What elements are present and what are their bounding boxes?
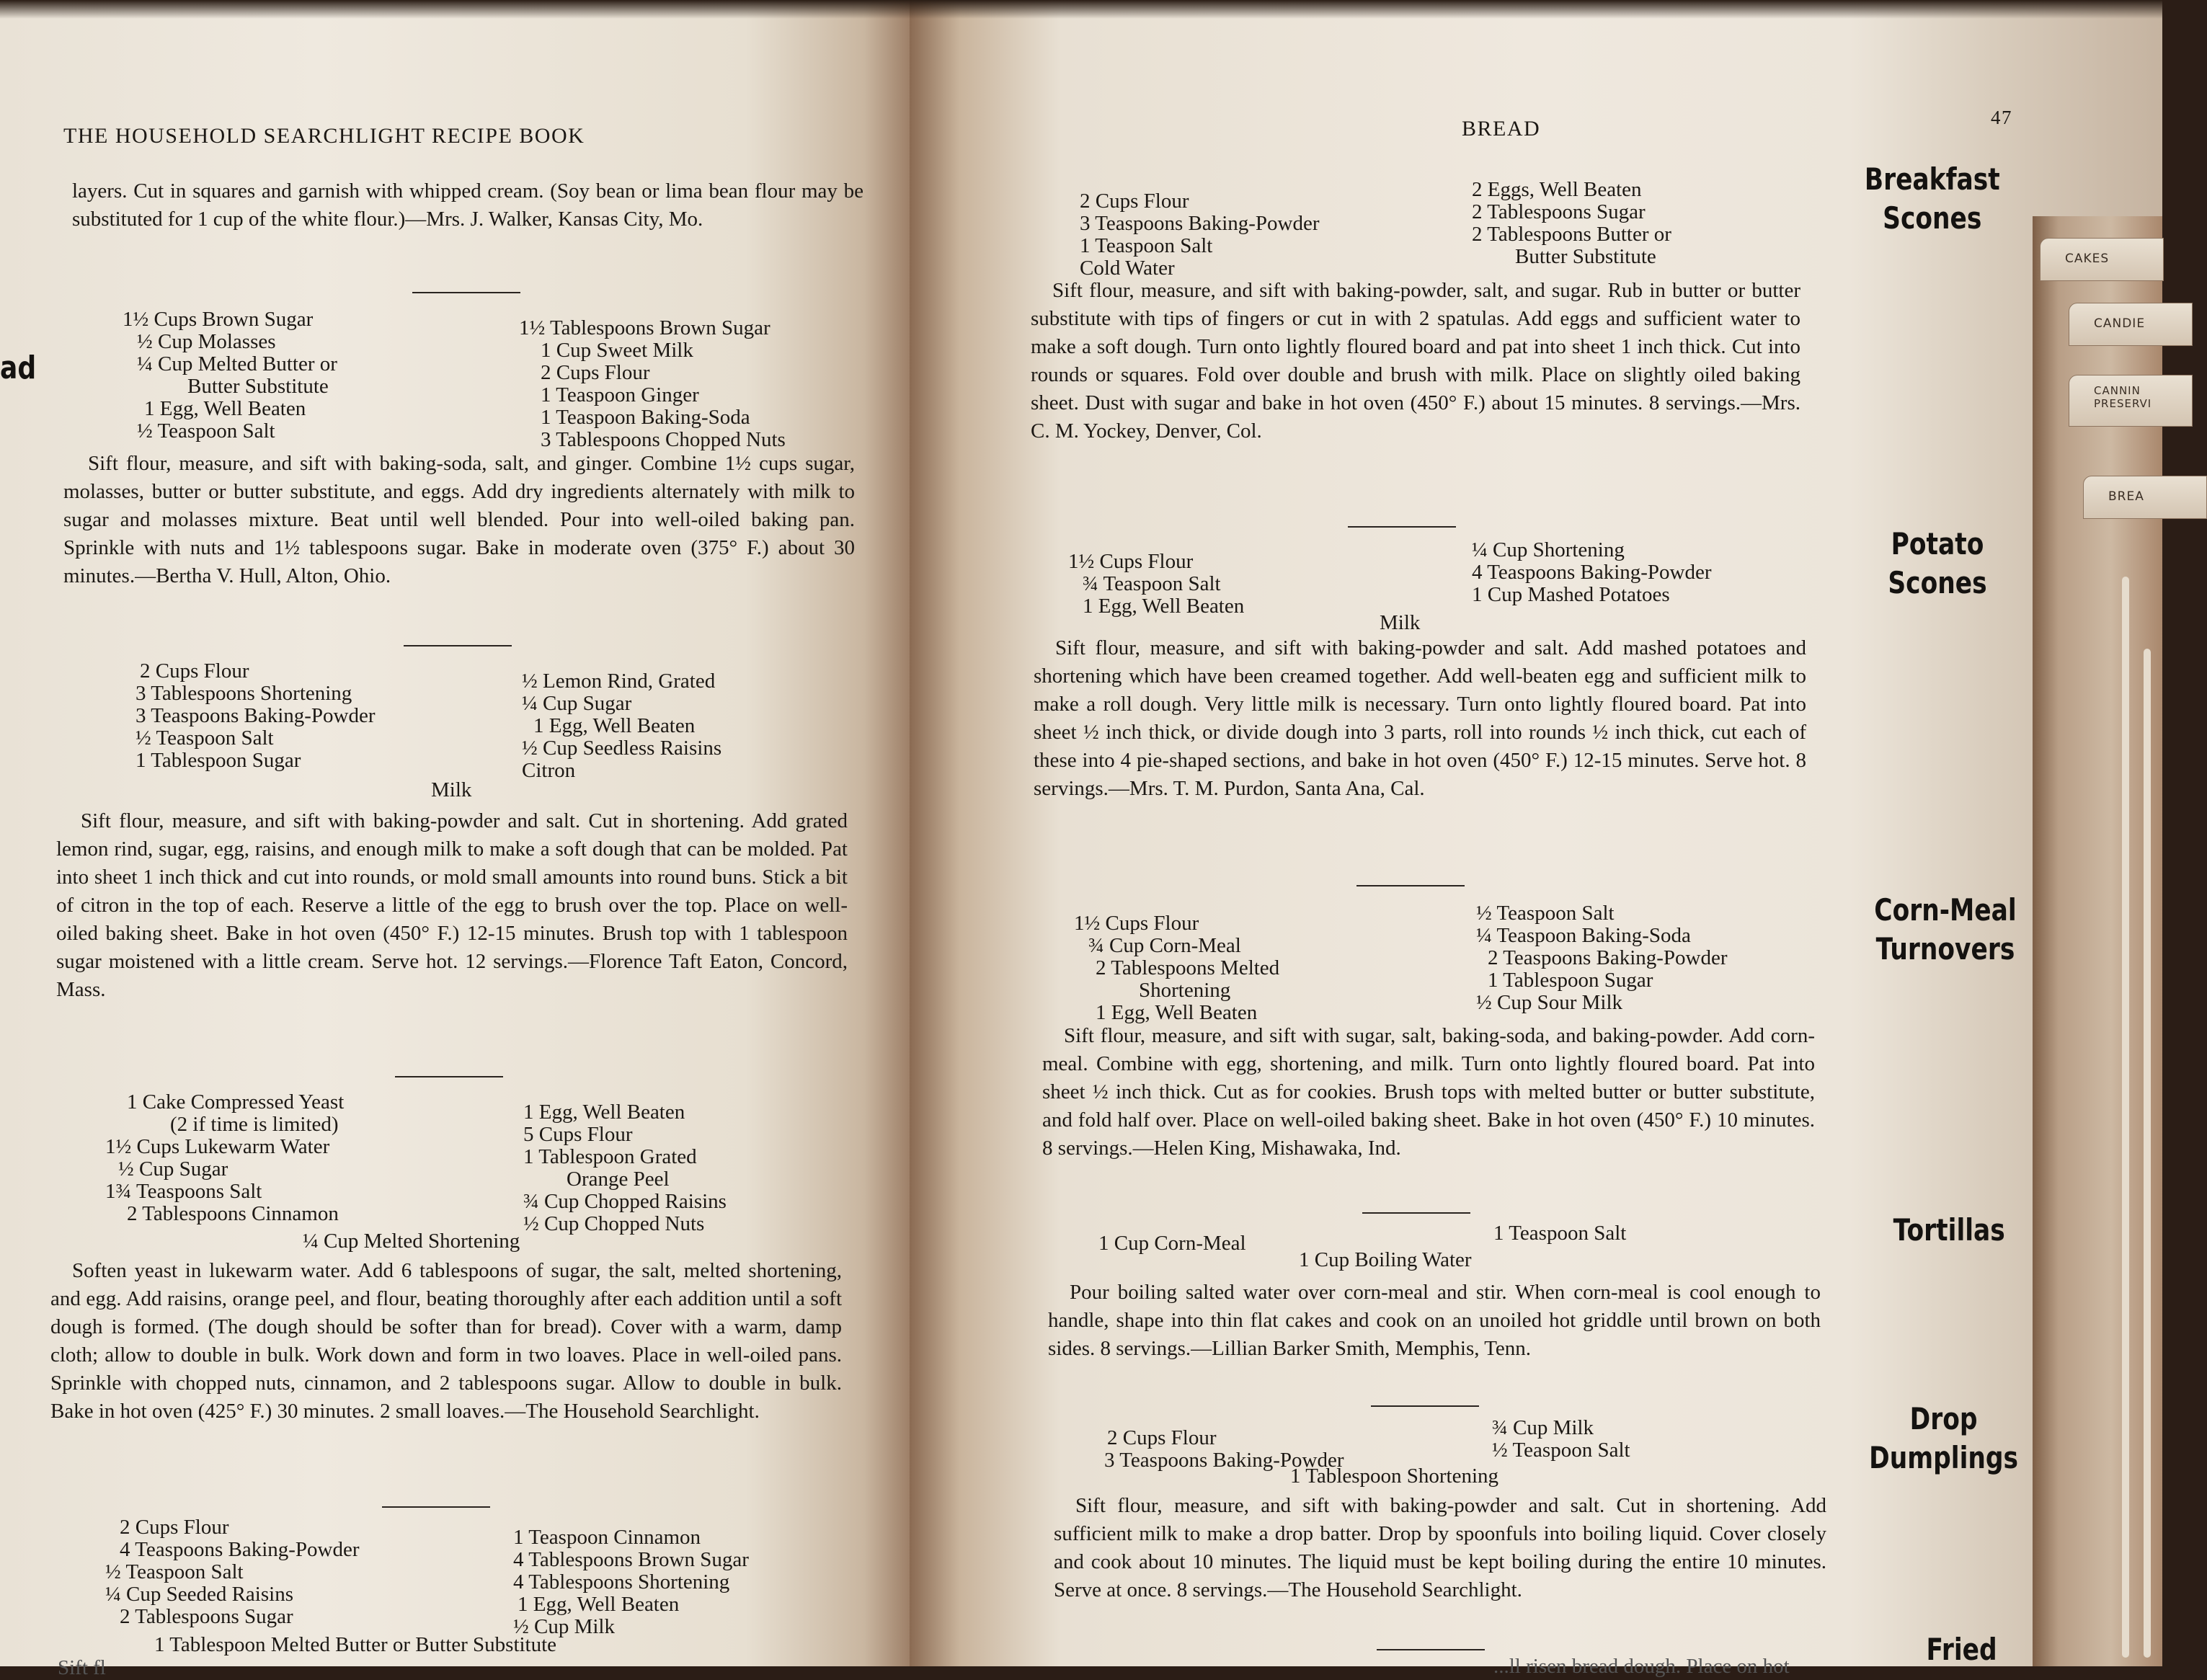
recipe-title-fried bbox=[1914, 1630, 2009, 1669]
ingredient: 1½ Cups Flour bbox=[1068, 550, 1194, 573]
ingredient: ½ Teaspoon Salt bbox=[137, 419, 275, 443]
margin-fragment: ad bbox=[0, 350, 37, 386]
ingredient: 1 Teaspoon Baking-Soda bbox=[541, 406, 750, 429]
ingredient: ½ Cup Molasses bbox=[137, 330, 276, 353]
separator-rule bbox=[404, 645, 512, 646]
recipe-method: Sift flour, measure, and sift with baking-soda, salt, and ginger. Combine 1½ cups sugar, molasses, butter or butter substitute, and eggs. Add dry ingredients alternately with milk to sugar and molasses mixture. Beat until well blended. Pour into well-oiled baking pan. Sprinkle with nuts and 1½ tablespoons sugar. Bake in moderate oven (375° F.) about 30 minutes.—Bertha V. Hull, Alton, Ohio. bbox=[63, 452, 855, 587]
separator-rule bbox=[1362, 1212, 1470, 1214]
title-line: Scones bbox=[1888, 565, 1987, 600]
recipe-method: Soften yeast in lukewarm water. Add 6 tablespoons of sugar, the salt, melted shortening, and egg. Add raisins, orange peel, and flour, beating thoroughly after each addition until a soft dough is formed. (The dough should be softer than for bread). Cover with a warm, damp cloth; allow to double in bulk. Work down and form in two loaves. Place in well-oiled pans. Sprinkle with chopped nuts, cinnamon, and 2 tablespoons sugar. Allow to double in bulk. Bake in hot oven (425° F.) 30 minutes. 2 small loaves.—The Household Searchlight. bbox=[50, 1259, 842, 1423]
ingredient: ½ Teaspoon Salt bbox=[105, 1560, 244, 1583]
title-line: Scones bbox=[1883, 200, 1982, 236]
ingredient: 1 Egg, Well Beaten bbox=[523, 1101, 685, 1124]
ingredient-list-left bbox=[136, 660, 376, 772]
ingredient: 1 Tablespoon Sugar bbox=[1488, 969, 1653, 992]
title-line: Turnovers bbox=[1875, 931, 2015, 966]
ingredient-list-left bbox=[105, 1516, 360, 1628]
page-edge bbox=[2122, 577, 2129, 1658]
ingredient: 1 Egg, Well Beaten bbox=[1083, 595, 1245, 618]
centered-ingredient: Milk bbox=[431, 778, 472, 801]
ingredient: ½ Teaspoon Salt bbox=[136, 726, 274, 750]
title-line: Breakfast bbox=[1864, 161, 2000, 197]
index-tab-cakes[interactable]: CAKES bbox=[2040, 238, 2164, 281]
ingredient: ½ Lemon Rind, Grated bbox=[522, 670, 716, 693]
ingredient: 4 Tablespoons Shortening bbox=[513, 1570, 730, 1594]
ingredient: 1 Teaspoon Salt bbox=[1080, 234, 1213, 257]
ingredient: ½ Cup Sugar bbox=[118, 1157, 228, 1181]
ingredient: 1 Teaspoon Ginger bbox=[541, 383, 699, 406]
ingredient-list-left bbox=[105, 1091, 344, 1225]
separator-rule bbox=[382, 1506, 490, 1508]
title-line: Drop bbox=[1909, 1401, 1978, 1436]
separator-rule bbox=[412, 292, 520, 293]
ingredient: ¾ Teaspoon Salt bbox=[1083, 572, 1221, 595]
recipe-method: Sift flour, measure, and sift with sugar, salt, baking-soda, and baking-powder. Add corn-meal. Combine with egg, shortening, and milk. Turn onto lightly floured board. Pat into sheet ½ inch thick. Cut as for cookies. Brush tops with melted butter or butter substitute, and fold half over. Place on well-oiled baking sheet. Bake in hot oven (450° F.) 10 minutes. 8 servings.—Helen King, Mishawaka, Ind. bbox=[1042, 1024, 1815, 1160]
ingredient: 3 Tablespoons Chopped Nuts bbox=[541, 428, 786, 451]
centered-ingredient: 1 Cup Boiling Water bbox=[1299, 1248, 1472, 1271]
ingredient: 3 Teaspoons Baking-Powder bbox=[136, 704, 376, 727]
ingredient: 1 Teaspoon Salt bbox=[1493, 1222, 1627, 1245]
ingredient: Butter Substitute bbox=[1515, 245, 1656, 268]
ingredient-list-right bbox=[523, 1101, 727, 1235]
ingredient-list-left bbox=[123, 308, 337, 443]
ingredient: 2 Cups Flour bbox=[120, 1516, 229, 1539]
ingredient: ½ Cup Chopped Nuts bbox=[523, 1212, 705, 1235]
ingredient: 5 Cups Flour bbox=[523, 1123, 633, 1146]
separator-rule bbox=[395, 1076, 503, 1077]
ingredient-list-right bbox=[522, 670, 721, 782]
ingredient: 1 Egg, Well Beaten bbox=[533, 714, 696, 737]
ingredient: 2 Eggs, Well Beaten bbox=[1472, 178, 1642, 201]
index-tab-candies[interactable]: CANDIE bbox=[2069, 303, 2193, 346]
ingredient: ½ Teaspoon Salt bbox=[1492, 1439, 1630, 1462]
ingredient-list-left bbox=[1074, 912, 1279, 1024]
ingredient: 2 Tablespoons Butter or bbox=[1472, 223, 1671, 246]
page-edge bbox=[2144, 649, 2151, 1658]
ingredient: 1½ Tablespoons Brown Sugar bbox=[519, 316, 771, 339]
ingredient-list-right bbox=[513, 1526, 749, 1638]
book-shadow bbox=[910, 0, 2162, 19]
ingredient-list-right bbox=[1492, 1417, 1630, 1462]
ingredient-list-left bbox=[1080, 190, 1320, 280]
left-page bbox=[0, 0, 910, 1679]
ingredient: 1 Teaspoon Cinnamon bbox=[513, 1526, 701, 1549]
ingredient: 1 Tablespoon Sugar bbox=[136, 749, 301, 772]
ingredient-list-left bbox=[1068, 551, 1244, 618]
title-line: Dumplings bbox=[1869, 1440, 2019, 1475]
ingredient: 1¾ Teaspoons Salt bbox=[105, 1180, 262, 1203]
ingredient: 1½ Cups Lukewarm Water bbox=[105, 1135, 330, 1158]
ingredient: ¾ Cup Corn-Meal bbox=[1088, 934, 1241, 957]
separator-rule bbox=[1377, 1649, 1485, 1650]
title-line: Potato bbox=[1891, 526, 1984, 561]
ingredient: 2 Teaspoons Baking-Powder bbox=[1488, 946, 1728, 969]
ingredient-list-left bbox=[1098, 1232, 1246, 1255]
truncated-method: Sift fl bbox=[58, 1656, 106, 1679]
recipe-method: Sift flour, measure, and sift with baking-powder and salt. Cut in shortening. Add sufficient milk to make a drop batter. Drop by spoonfuls into boiling liquid. Cover closely and cook about 10 minutes. The liquid must be kept boiling during the entire 10 minutes. Serve at once. 8 servings.—The Household Searchlight. bbox=[1054, 1494, 1826, 1601]
ingredient: 1 Cup Corn-Meal bbox=[1098, 1232, 1246, 1255]
ingredient: 2 Cups Flour bbox=[1107, 1426, 1217, 1449]
centered-ingredient: 1 Tablespoon Melted Butter or Butter Substitute bbox=[154, 1633, 557, 1656]
index-tabs-edge bbox=[2033, 216, 2162, 1666]
ingredient: ¼ Cup Shortening bbox=[1472, 538, 1625, 561]
ingredient: 2 Tablespoons Sugar bbox=[120, 1605, 293, 1628]
ingredient: Cold Water bbox=[1080, 257, 1175, 280]
ingredient: 4 Tablespoons Brown Sugar bbox=[513, 1548, 749, 1571]
recipe-title-breakfast-scones bbox=[1849, 160, 2015, 238]
running-head: THE HOUSEHOLD SEARCHLIGHT RECIPE BOOK bbox=[63, 124, 585, 148]
ingredient: 4 Teaspoons Baking-Powder bbox=[1472, 561, 1712, 584]
ingredient: 4 Teaspoons Baking-Powder bbox=[120, 1538, 360, 1561]
ingredient: 2 Tablespoons Cinnamon bbox=[127, 1202, 339, 1225]
ingredient: Butter Substitute bbox=[187, 375, 329, 398]
ingredient: 1 Egg, Well Beaten bbox=[144, 397, 306, 420]
ingredient: 1½ Cups Brown Sugar bbox=[123, 308, 314, 331]
ingredient: ¼ Teaspoon Baking-Soda bbox=[1476, 924, 1691, 947]
ingredient: ¼ Cup Sugar bbox=[522, 692, 632, 715]
ingredient-list-right bbox=[1493, 1222, 1626, 1245]
ingredient: 2 Cups Flour bbox=[1080, 190, 1189, 213]
ingredient: ½ Cup Seedless Raisins bbox=[522, 737, 722, 760]
title-line: Fried bbox=[1926, 1632, 1997, 1667]
title-line: Corn-Meal bbox=[1874, 892, 2017, 928]
ingredient: ¼ Cup Melted Butter or bbox=[137, 352, 337, 375]
ingredient: Shortening bbox=[1139, 979, 1231, 1002]
ingredient: 2 Tablespoons Sugar bbox=[1472, 200, 1646, 223]
ingredient: ¾ Cup Chopped Raisins bbox=[523, 1190, 727, 1213]
recipe-title-drop-dumplings bbox=[1867, 1400, 2020, 1477]
ingredient-list-right bbox=[1472, 179, 1671, 268]
recipe-method: Sift flour, measure, and sift with baking-powder and salt. Cut in shortening. Add grated lemon rind, sugar, egg, raisins, and enough milk to make a soft dough that can be molded. Pat into sheet 1 inch thick and cut into rounds, or mold small amounts into round buns. Stick a bit of citron in the top of each. Reserve a little of the egg to brush over the top. Place on well-oiled baking sheet. Bake in hot oven (450° F.) 12-15 minutes. Brush top with 1 tablespoon sugar moistened with a little cream. Serve hot. 12 servings.—Florence Taft Eaton, Concord, Mass. bbox=[56, 809, 848, 1001]
index-tab-bread[interactable]: BREA bbox=[2083, 476, 2207, 519]
page-number: 47 bbox=[1991, 107, 2012, 128]
ingredient: ½ Teaspoon Salt bbox=[1476, 902, 1615, 925]
recipe-method: Pour boiling salted water over corn-meal and stir. When corn-meal is cool enough to handle, shape into thin flat cakes and cook on an unoiled hot griddle until brown on both sides. 8 servings.—Lillian Barker Smith, Memphis, Tenn. bbox=[1048, 1281, 1821, 1360]
title-line: Tortillas bbox=[1893, 1212, 2005, 1248]
centered-ingredient: Milk bbox=[1380, 611, 1421, 634]
ingredient: ½ Cup Milk bbox=[513, 1615, 615, 1638]
ingredient: 2 Cups Flour bbox=[541, 361, 650, 384]
recipe-method: Sift flour, measure, and sift with baking-powder, salt, and sugar. Rub in butter or butter substitute with tips of fingers or cut in with 2 spatulas. Add eggs and sufficient water to make a soft dough. Turn onto lightly floured board and pat into sheet 1 inch thick. Cut into rounds or squares. Fold over double and brush with milk. Place on slightly oiled baking sheet. Dust with sugar and bake in hot oven (450° F.) about 15 minutes. 8 servings.—Mrs. C. M. Yockey, Denver, Col. bbox=[1031, 279, 1800, 443]
ingredient: ¾ Cup Milk bbox=[1492, 1416, 1594, 1439]
ingredient: Citron bbox=[522, 759, 576, 782]
ingredient-list-right bbox=[1476, 902, 1728, 1014]
ingredient: 1 Cup Sweet Milk bbox=[541, 339, 693, 362]
ingredient: 1½ Cups Flour bbox=[1074, 912, 1199, 935]
truncated-method: ...ll risen bread dough. Place on hot bbox=[1493, 1655, 1790, 1678]
ingredient: 1 Egg, Well Beaten bbox=[1096, 1001, 1258, 1024]
centered-ingredient: 1 Tablespoon Shortening bbox=[1290, 1465, 1499, 1488]
recipe-title-potato-scones bbox=[1878, 525, 1997, 603]
ingredient: 1 Egg, Well Beaten bbox=[518, 1593, 680, 1616]
ingredient: 1 Cake Compressed Yeast bbox=[127, 1090, 345, 1114]
centered-ingredient: ¼ Cup Melted Shortening bbox=[303, 1230, 520, 1253]
ingredient: Orange Peel bbox=[567, 1168, 670, 1191]
separator-rule bbox=[1371, 1405, 1479, 1407]
index-tab-canning[interactable]: CANNIN PRESERVI bbox=[2069, 375, 2193, 427]
separator-rule bbox=[1356, 885, 1465, 886]
ingredient: ½ Cup Sour Milk bbox=[1476, 991, 1623, 1014]
ingredient: 1 Cup Mashed Potatoes bbox=[1472, 583, 1670, 606]
running-head: BREAD bbox=[1462, 117, 1541, 141]
ingredient: 3 Teaspoons Baking-Powder bbox=[1080, 212, 1320, 235]
ingredient: 2 Cups Flour bbox=[140, 659, 249, 683]
continuation-text: layers. Cut in squares and garnish with whipped cream. (Soy bean or lima bean flour may be substituted for 1 cup of the white flour.)—Mrs. J. Walker, Kansas City, Mo. bbox=[72, 179, 863, 231]
recipe-title-tortillas bbox=[1884, 1211, 2014, 1250]
ingredient: (2 if time is limited) bbox=[170, 1113, 339, 1136]
book-shadow bbox=[0, 0, 910, 19]
recipe-method: Sift flour, measure, and sift with baking-powder and salt. Add mashed potatoes and shortening which have been creamed together. Add well-beaten egg and sufficient milk to make a roll dough. Very little milk is necessary. Turn onto lightly floured board. Pat into sheet ½ inch thick, or divide dough into 3 parts, roll into rounds ½ inch thick, cut each of these into 4 pie-shaped sections, and bake in hot oven (450° F.) 12-15 minutes. Serve hot. 8 servings.—Mrs. T. M. Purdon, Santa Ana, Cal. bbox=[1034, 636, 1806, 800]
ingredient: 3 Tablespoons Shortening bbox=[136, 682, 352, 705]
separator-rule bbox=[1348, 526, 1456, 528]
ingredient: ¼ Cup Seeded Raisins bbox=[105, 1583, 293, 1606]
ingredient-list-right bbox=[519, 317, 786, 451]
ingredient: 3 Teaspoons Baking-Powder bbox=[1104, 1449, 1344, 1472]
ingredient-list-right bbox=[1472, 539, 1712, 606]
recipe-title-corn-meal-turnovers bbox=[1857, 891, 2034, 969]
ingredient: 1 Tablespoon Grated bbox=[523, 1145, 697, 1168]
ingredient: 2 Tablespoons Melted bbox=[1096, 956, 1280, 979]
